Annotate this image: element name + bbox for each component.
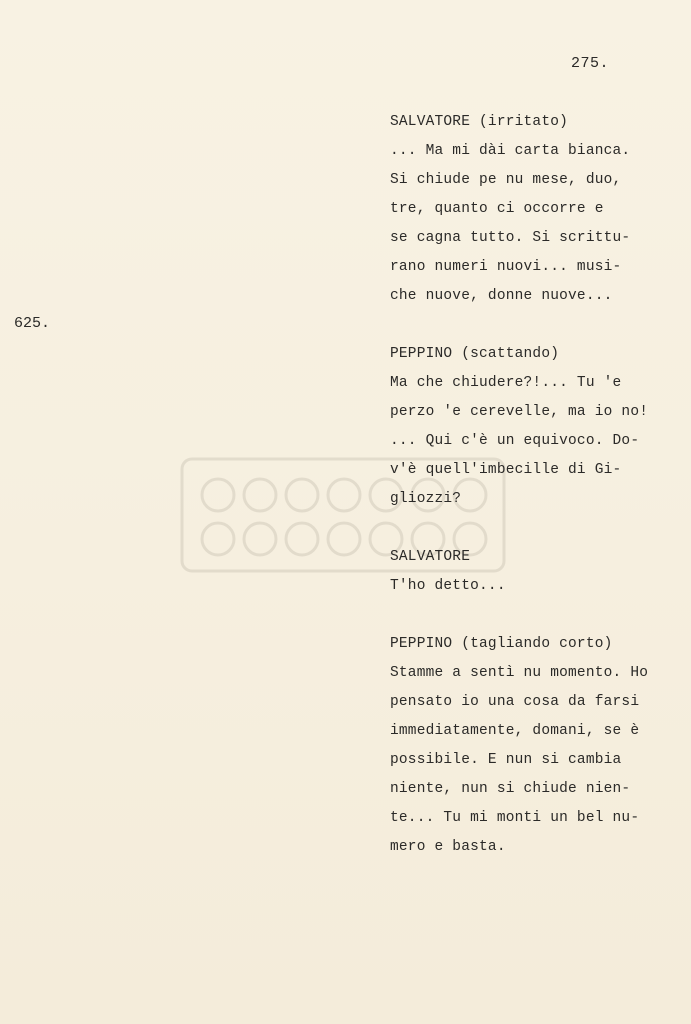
speaker-heading: SALVATORE xyxy=(390,549,471,565)
script-body xyxy=(390,108,685,891)
dialogue-line: Si chiude pe nu mese, duo, xyxy=(390,172,622,188)
dialogue-line: Stamme a sentì nu momento. Ho xyxy=(390,665,649,681)
dialogue-line: gliozzi? xyxy=(390,491,462,507)
dialogue-line: se cagna tutto. Si scrittu- xyxy=(390,230,631,246)
margin-number: 625. xyxy=(14,315,51,332)
dialogue-line: pensato io una cosa da farsi xyxy=(390,694,640,710)
dialogue-line: perzo 'e cerevelle, ma io no! xyxy=(390,404,649,420)
dialogue-block-2 xyxy=(390,340,685,514)
dialogue-line: v'è quell'imbecille di Gi- xyxy=(390,462,622,478)
dialogue-line: mero e basta. xyxy=(390,839,506,855)
dialogue-line: ... Ma mi dài carta bianca. xyxy=(390,143,631,159)
page-number: 275. xyxy=(571,55,610,72)
dialogue-line: possibile. E nun si cambia xyxy=(390,752,622,768)
speaker-heading: PEPPINO (tagliando corto) xyxy=(390,636,613,652)
dialogue-line: T'ho detto... xyxy=(390,578,506,594)
dialogue-block-3 xyxy=(390,543,685,601)
speaker-heading: SALVATORE (irritato) xyxy=(390,114,569,130)
dialogue-block-4 xyxy=(390,630,685,862)
dialogue-line: tre, quanto ci occorre e xyxy=(390,201,604,217)
speaker-heading: PEPPINO (scattando) xyxy=(390,346,560,362)
dialogue-line: Ma che chiudere?!... Tu 'e xyxy=(390,375,622,391)
dialogue-line: che nuove, donne nuove... xyxy=(390,288,613,304)
dialogue-line: rano numeri nuovi... musi- xyxy=(390,259,622,275)
dialogue-line: niente, nun si chiude nien- xyxy=(390,781,631,797)
dialogue-block-1 xyxy=(390,108,685,311)
dialogue-line: te... Tu mi monti un bel nu- xyxy=(390,810,640,826)
dialogue-line: ... Qui c'è un equivoco. Do- xyxy=(390,433,640,449)
dialogue-line: immediatamente, domani, se è xyxy=(390,723,640,739)
